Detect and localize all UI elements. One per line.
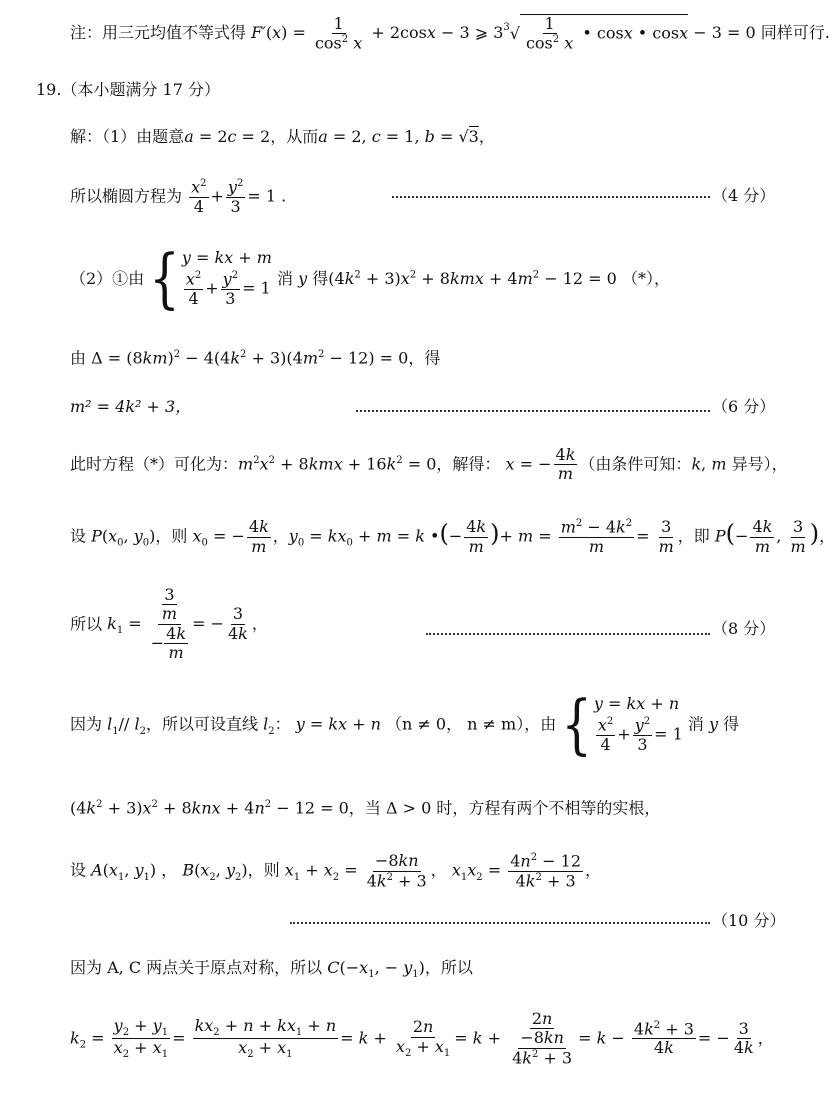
quadratic-line: $(4k^2 + 3)x^2 + 8knx + 4n^2 - 12 = 0$，当 Δ > 0 时，方程有两个不相等的实根， <box>70 798 661 818</box>
equation-system: { y = kx + n $\frac{x^2}{4}$ + $\frac{y^2}{3}$ = 1 <box>561 687 683 763</box>
symmetry-line: 因为 A, C 两点关于原点对称，所以 $C(-x_1$, − $y_1$)，所以 <box>70 958 473 981</box>
ellipse-equation: 所以椭圆方程为 $\frac{x^2}{4}$ + $\frac{y^2}{3}$ = 1 . <box>70 177 287 216</box>
score-leader <box>426 633 710 635</box>
note-suffix: 同样可行. <box>760 23 830 43</box>
k2-line: $k_2$ = $\frac{y_2 + y_1}{x_2 + x_1}$ = $\frac{kx_2 + n + kx_1 + n}{x_2 + x_1}$ = k + $\frac{2n}{x_2 + x_1}$ = k + $\frac{2n}{\frac{-8kn}{4k^2 + 3}}$ = k − $\frac{4k^2 + 3}{4k}$ = − $\frac{3}{4k}$ ， <box>70 1009 774 1068</box>
part1-line1: 解：（1）由题意a = 2c = 2，从而a = 2, c = 1, b = √3， <box>70 127 495 146</box>
m2-result: m² = 4k² + 3， <box>70 397 192 416</box>
score-leader <box>392 196 710 198</box>
score-badge: （4 分） <box>712 186 776 205</box>
problem-header: 19.（本小题满分 17 分） <box>36 80 220 99</box>
part2-system-line: （2）①由 { y = kx + m $\frac{x^2}{4}$ + $\frac{y^2}{3}$ = 1 消 y 得$(4k^2 + 3)x^2 + 8kmx + 4m^2 - 12 = 0$ （*）， <box>70 241 670 317</box>
point-p-line: 设 $P(x_0$, $y_0$)，则 $x_0$ = − $\frac{4k}{m}$ ，$y_0 = kx_0 + m = k$ •(− $\frac{4k}{m}$ )+ m = $\frac{m^2 - 4k^2}{m}$ = $\frac{3}{m}$ ，即 P(− $\frac{4k}{m}$ , $\frac{3}{m}$ )， <box>70 517 835 556</box>
score-badge: （8 分） <box>712 619 776 638</box>
score-leader <box>290 922 710 924</box>
fraction: $\frac{1}{\cos^2 x}$ <box>314 13 363 53</box>
cube-root: √ $\frac{1}{\cos^2 x}$ • cosx • cosx <box>509 14 689 53</box>
points-ab-line: 设 $A(x_1$, $y_1$) ， $B(x_2$, $y_2$)，则 $x_1 + x_2$ = $\frac{-8kn}{4k^2 + 3}$ ， $x_1x_2$ = $\frac{4n^2 - 12}{4k^2 + 3}$ ， <box>70 851 602 891</box>
k1-line: 所以 $k_1$ = $\frac{3}{m}$ − $\frac{4k}{m}$ = − $\frac{3}{4k}$ ， <box>70 585 268 663</box>
note-prefix: 注：用三元均值不等式得 <box>70 23 247 43</box>
parallel-line: 因为 $l_1//$ $l_2$，所以可设直线 $l_2$： y = kx + n （n ≠ 0， n ≠ m），由 { y = kx + n $\frac{x^2}{4}$ + $\frac{y^2}{3}$ = 1 消 y 得 <box>70 687 740 763</box>
score-badge: （10 分） <box>712 911 786 930</box>
delta-line: 由 $\Delta = (8km)^2 - 4(4k^2 + 3)(4m^2 - 12) = 0$，得 <box>70 348 441 368</box>
score-badge: （6 分） <box>712 397 776 416</box>
score-leader <box>356 410 710 412</box>
equation-system: { y = kx + m $\frac{x^2}{4}$ + $\frac{y^2}{3}$ = 1 <box>149 241 272 317</box>
simplified-equation: 此时方程（*）可化为：$m^2x^2 + 8kmx + 16k^2 = 0$，解得： x = − $\frac{4k}{m}$ （由条件可知：k, m 异号）， <box>70 445 788 484</box>
note-line: 注：用三元均值不等式得 F′(x) = $\frac{1}{\cos^2 x}$ + 2cosx − 3 ⩾ $3^3√$ $\frac{1}{\cos^2 x}$ • cosx • cosx − 3 = 0 同样可行. <box>70 13 830 53</box>
